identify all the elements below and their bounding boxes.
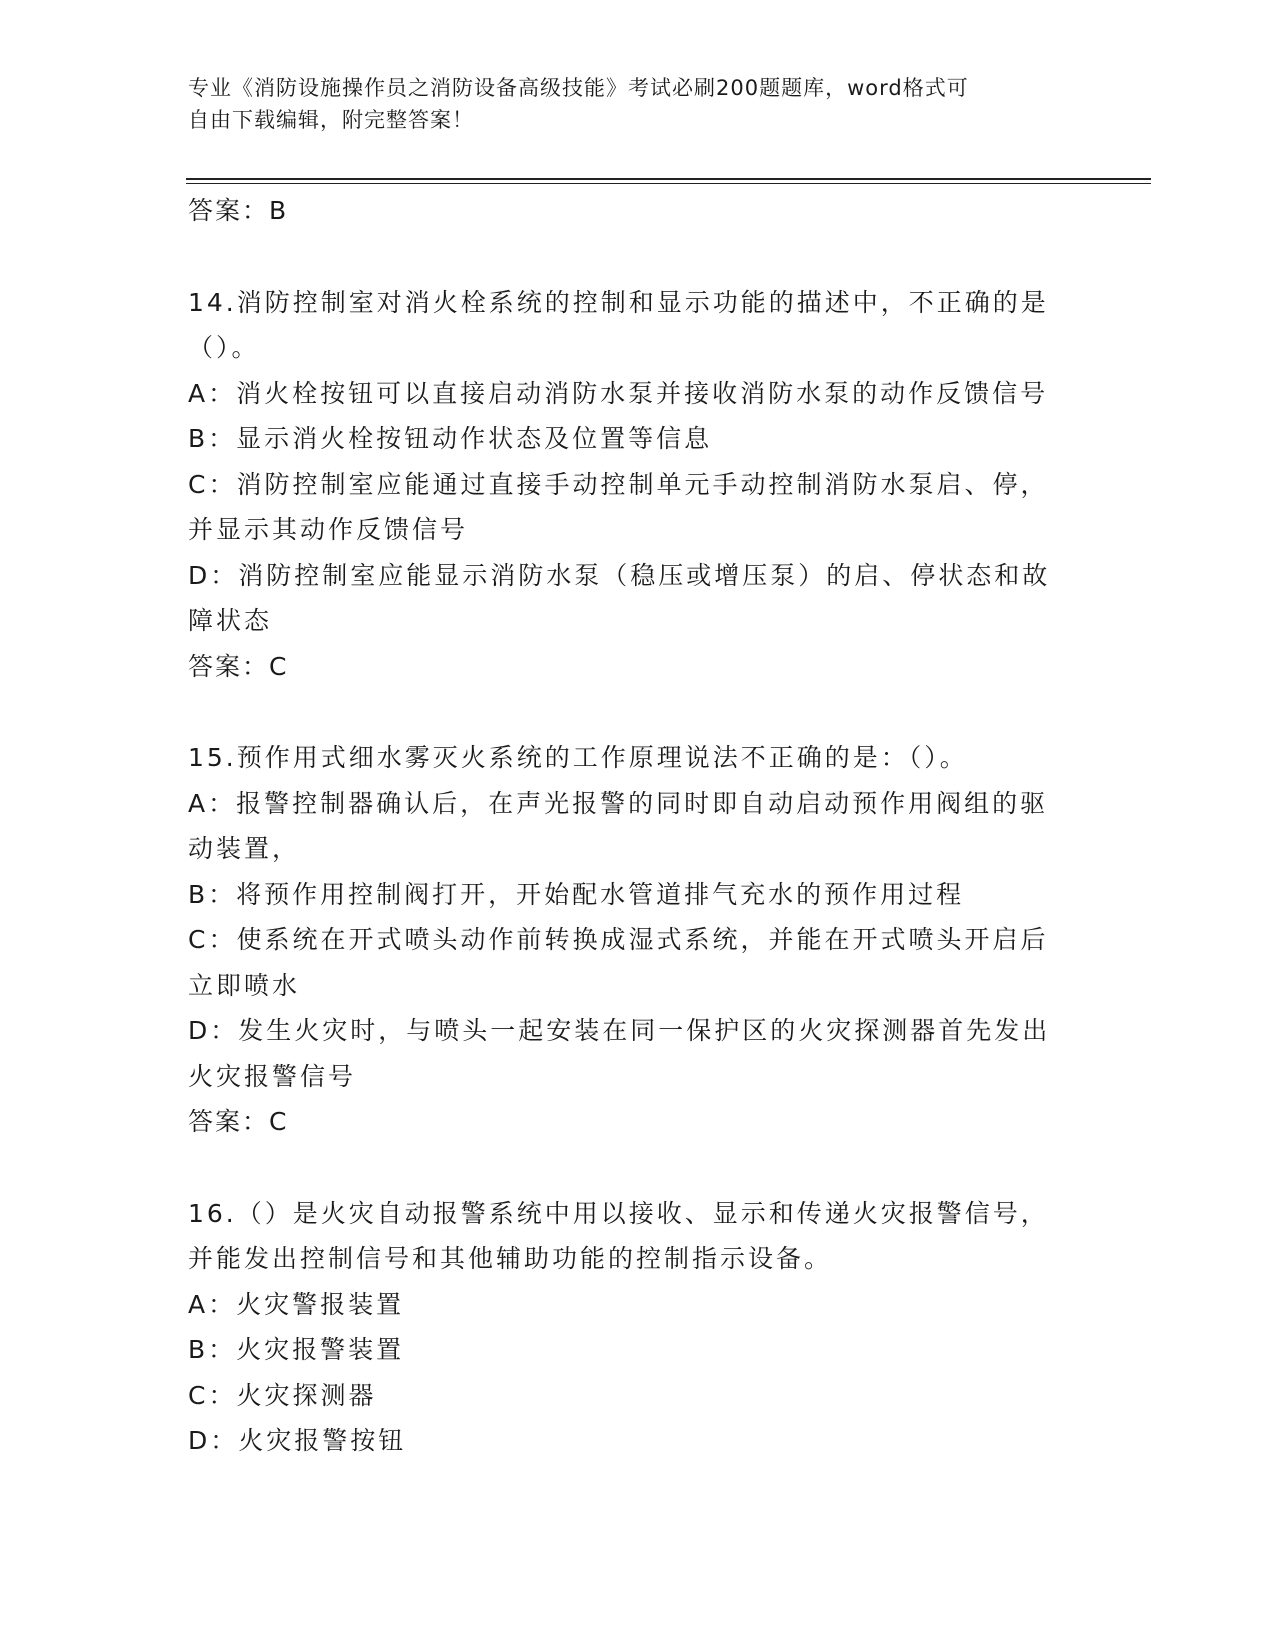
document-body	[188, 188, 1088, 1464]
option-c: 立即喷水	[188, 970, 301, 1000]
question-stem: 16.（）是火灾自动报警系统中用以接收、显示和传递火灾报警信号，	[188, 1198, 1049, 1228]
question-stem: （）。	[188, 333, 260, 362]
option-d: D：火灾报警按钮	[188, 1426, 407, 1455]
option-c: C：消防控制室应能通过直接手动控制单元手动控制消防水泵启、停，	[188, 469, 1049, 499]
option-d: D：发生火灾时，与喷头一起安装在同一保护区的火灾探测器首先发出	[188, 1016, 1051, 1045]
answer: 答案：C	[188, 1107, 289, 1136]
option-a: A：报警控制器确认后，在声光报警的同时即自动启动预作用阀组的驱	[188, 788, 1049, 818]
page-header	[188, 72, 1068, 136]
option-b: B：火灾报警装置	[188, 1335, 405, 1364]
option-a: A：消火栓按钮可以直接启动消防水泵并接收消防水泵的动作反馈信号	[188, 378, 1049, 408]
question-14	[188, 280, 1088, 690]
question-16	[188, 1191, 1088, 1464]
previous-answer: 答案：B	[188, 196, 289, 225]
question-stem: 15.预作用式细水雾灭火系统的工作原理说法不正确的是：（）。	[188, 743, 968, 772]
option-a: 动装置，	[188, 834, 301, 863]
option-c: 并显示其动作反馈信号	[188, 515, 469, 544]
header-title-line-2: 自由下载编辑，附完整答案！	[188, 108, 474, 132]
answer: 答案：C	[188, 651, 289, 681]
header-rule-thick	[186, 178, 1151, 180]
header-title-line-1: 专业《消防设施操作员之消防设备高级技能》考试必刷200题题库，word格式可	[188, 76, 969, 100]
option-d: D：消防控制室应能显示消防水泵（稳压或增压泵）的启、停状态和故	[188, 560, 1051, 590]
option-d: 火灾报警信号	[188, 1061, 357, 1091]
question-stem: 并能发出控制信号和其他辅助功能的控制指示设备。	[188, 1244, 833, 1273]
option-a: A：火灾警报装置	[188, 1289, 405, 1319]
option-c: C：火灾探测器	[188, 1380, 377, 1410]
question-15	[188, 735, 1088, 1145]
option-b: B：显示消火栓按钮动作状态及位置等信息	[188, 424, 713, 453]
option-c: C：使系统在开式喷头动作前转换成湿式系统，并能在开式喷头开启后	[188, 925, 1049, 954]
header-rule-thin	[186, 183, 1151, 184]
option-d: 障状态	[188, 606, 273, 635]
option-b: B：将预作用控制阀打开，开始配水管道排气充水的预作用过程	[188, 879, 965, 909]
question-stem: 14.消防控制室对消火栓系统的控制和显示功能的描述中，不正确的是	[188, 287, 1049, 317]
